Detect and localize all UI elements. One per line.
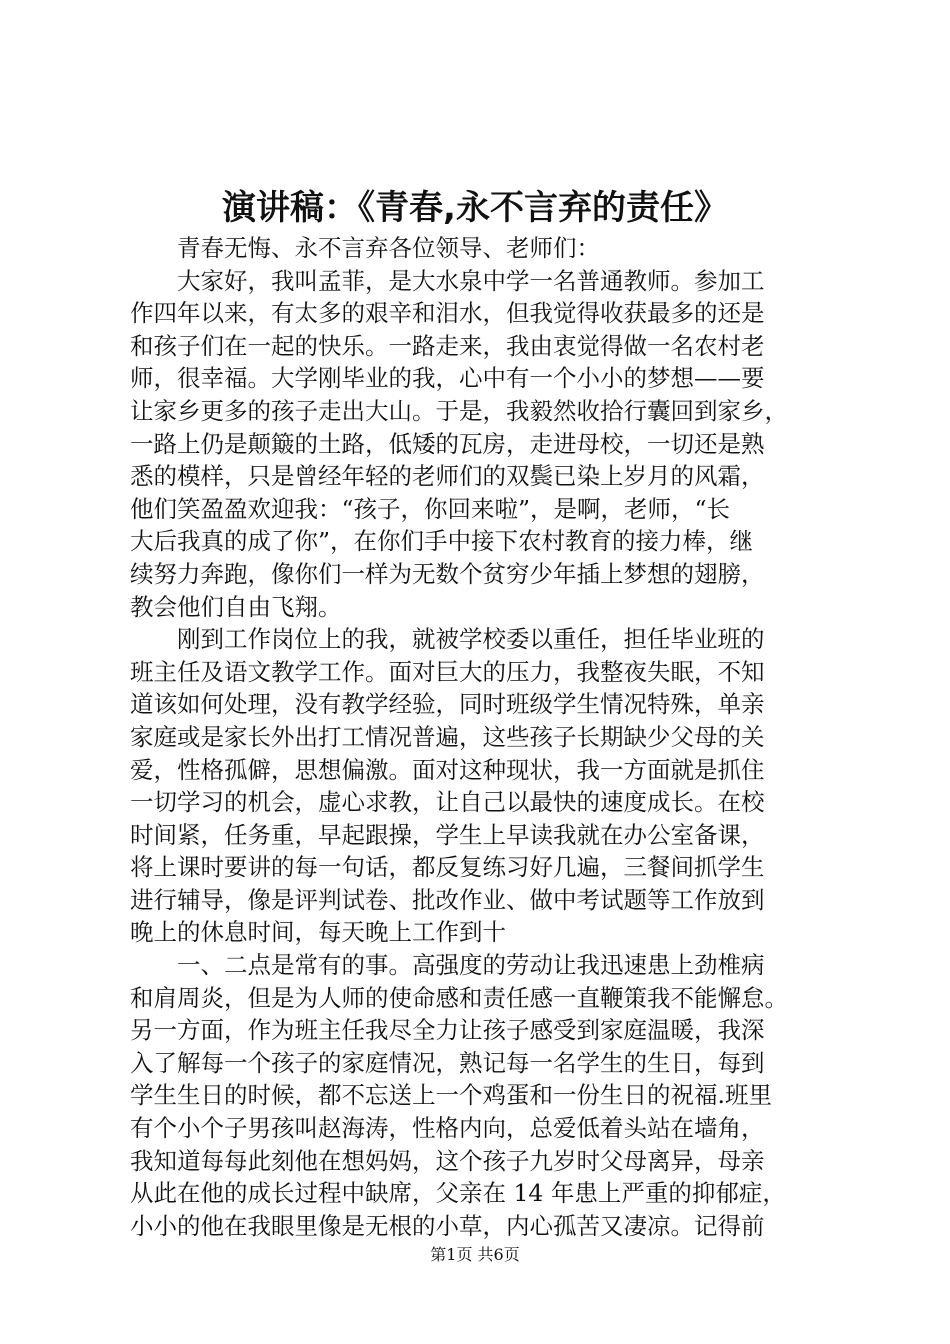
body-line: 大家好，我叫孟菲，是大水泉中学一名普通教师。参加工 <box>177 266 765 295</box>
body-line: 另一方面，作为班主任我尽全力让孩子感受到家庭温暖，我深 <box>130 1016 765 1045</box>
body-line: 作四年以来，有太多的艰辛和泪水，但我觉得收获最多的还是 <box>130 299 765 328</box>
body-line: 道该如何处理，没有教学经验，同时班级学生情况特殊，单亲 <box>130 690 765 719</box>
body-line: 学生生日的时候，都不忘送上一个鸡蛋和一份生日的祝福.班里 <box>130 1081 772 1110</box>
body-line: 他们笑盈盈欢迎我：“孩子，你回来啦”，是啊，老师，“长 <box>130 494 731 523</box>
body-line: 和肩周炎，但是为人师的使命感和责任感一直鞭策我不能懈怠。 <box>130 983 788 1012</box>
body-line: 将上课时要讲的每一句话，都反复练习好几遍，三餐间抓学生 <box>130 853 765 882</box>
body-line: 师，很幸福。大学刚毕业的我，心中有一个小小的梦想——要 <box>130 364 765 393</box>
body-line: 青春无悔、永不言弃各位领导、老师们： <box>177 234 600 262</box>
body-line: 爱，性格孤僻，思想偏激。面对这种现状，我一方面就是抓住 <box>130 755 765 784</box>
body-line: 班主任及语文教学工作。面对巨大的压力，我整夜失眠，不知 <box>130 657 765 686</box>
page-footer: 第1页 共6页 <box>430 1245 520 1264</box>
body-line: 时间紧，任务重，早起跟操，学生上早读我就在办公室备课， <box>130 820 765 849</box>
body-line: 一、二点是常有的事。高强度的劳动让我迅速患上劲椎病 <box>177 951 765 980</box>
body-line: 有个小个子男孩叫赵海涛，性格内向，总爱低着头站在墙角， <box>130 1114 765 1143</box>
body-line: 入了解每一个孩子的家庭情况，熟记每一名学生的生日，每到 <box>130 1048 765 1077</box>
document-body <box>130 232 830 1242</box>
body-line: 一切学习的机会，虚心求教，让自己以最快的速度成长。在校 <box>130 788 765 817</box>
body-line: 刚到工作岗位上的我，就被学校委以重任，担任毕业班的 <box>177 625 765 654</box>
body-line: 从此在他的成长过程中缺席，父亲在 14 年患上严重的抑郁症， <box>130 1179 786 1208</box>
body-line: 教会他们自由飞翔。 <box>130 592 342 621</box>
body-line: 进行辅导，像是评判试卷、批改作业、做中考试题等工作放到 <box>130 885 765 914</box>
document-title: 演讲稿：《青春,永不言弃的责任》 <box>222 188 728 228</box>
body-line: 和孩子们在一起的快乐。一路走来，我由衷觉得做一名农村老 <box>130 331 765 360</box>
body-line: 让家乡更多的孩子走出大山。于是，我毅然收拾行囊回到家乡， <box>130 396 788 425</box>
body-line: 大后我真的成了你”，在你们手中接下农村教育的接力棒，继 <box>130 527 754 556</box>
body-line: 一路上仍是颠簸的土路，低矮的瓦房，走进母校，一切还是熟 <box>130 429 765 458</box>
body-line: 我知道每每此刻他在想妈妈，这个孩子九岁时父母离异，母亲 <box>130 1146 765 1175</box>
body-line: 小小的他在我眼里像是无根的小草，内心孤苦又凄凉。记得前 <box>130 1211 765 1240</box>
body-line: 续努力奔跑，像你们一样为无数个贫穷少年插上梦想的翅膀， <box>130 559 765 588</box>
body-line: 悉的模样，只是曾经年轻的老师们的双鬓已染上岁月的风霜， <box>130 462 765 491</box>
body-line: 晚上的休息时间，每天晚上工作到十 <box>130 918 506 947</box>
body-line: 家庭或是家长外出打工情况普遍，这些孩子长期缺少父母的关 <box>130 722 765 751</box>
